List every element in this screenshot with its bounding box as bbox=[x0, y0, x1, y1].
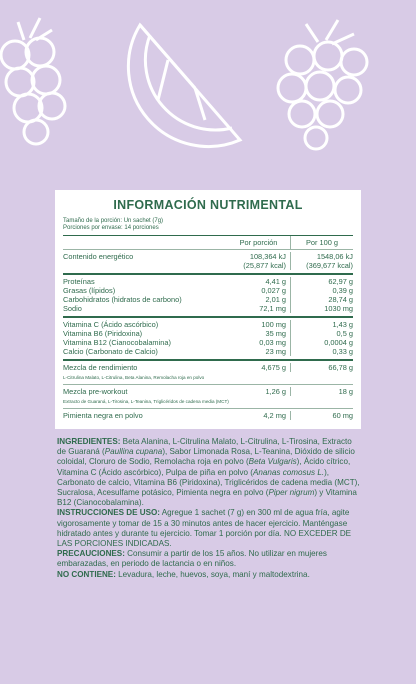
table-row bbox=[63, 387, 353, 405]
not-contains-label: NO CONTIENE: bbox=[57, 569, 116, 579]
per-100g-value: 1,43 g bbox=[332, 320, 353, 329]
per-serving-value: 1,26 g bbox=[231, 387, 291, 396]
energy-label: Contenido energético bbox=[63, 252, 134, 261]
per-100g-value: 1030 mg bbox=[324, 304, 353, 313]
per-serving-value: 4,675 g bbox=[231, 363, 291, 372]
ingredients-paragraph: INGREDIENTES: Beta Alanina, L-Citrulina Malato, L-Citrulina, L-Tirosina, Extracto de Guaraná (Paullina cupana), Sabor Limonada Rosa, L-Teanina, Dióxido de silicio coloidal, Cloruro de Sodio, Remolacha roja en polvo (Beta Vulgaris), Ácido cítrico, Vitamina C (Ácido ascórbico), Pulpa de piña en polvo (Ananas comosus L.), Carbonato de calcio, Vitamina B6 (Piridoxina), Triglicéridos de cadena media (MCT), Sucralosa, Acesulfame potásico, Pimienta negra en polvo (Piper nigrum) y Vitamina B12 (Cianocobalamina). bbox=[57, 437, 360, 508]
blend-label: Pimienta negra en polvo bbox=[63, 411, 143, 420]
servings-per-container: Porciones por envase: 14 porciones bbox=[63, 225, 159, 231]
instructions-label: INSTRUCCIONES DE USO: bbox=[57, 508, 160, 518]
column-header bbox=[63, 236, 353, 250]
blend-sub: L-Citrulina Malato, L-Citrulina, Beta Alanina, Remolacha roja en polvo bbox=[63, 375, 205, 380]
per-serving-header: Por porción bbox=[231, 236, 291, 250]
table-row bbox=[63, 347, 353, 356]
per-100g-value: 0,5 g bbox=[336, 329, 353, 338]
table-row bbox=[63, 338, 353, 347]
table-row bbox=[63, 295, 353, 304]
table-row bbox=[63, 277, 353, 286]
energy-per-100g-kcal: (369,677 kcal) bbox=[306, 261, 353, 270]
energy-section bbox=[63, 250, 353, 275]
vitamins-section bbox=[63, 318, 353, 361]
energy-per-serving-kcal: (25,877 kcal) bbox=[243, 261, 286, 270]
energy-per-serving: 108,364 kJ bbox=[249, 252, 286, 261]
per-serving-value: 72,1 mg bbox=[231, 304, 291, 313]
precautions-label: PRECAUCIONES: bbox=[57, 549, 125, 559]
table-row bbox=[63, 286, 353, 295]
blend-label: Mezcla pre-workout bbox=[63, 387, 128, 396]
nutrient-label: Vitamina B12 (Cianocobalamina) bbox=[63, 338, 171, 347]
table-row bbox=[63, 304, 353, 313]
per-serving-value: 100 mg bbox=[231, 320, 291, 329]
per-serving-value: 4,2 mg bbox=[231, 411, 291, 420]
fruit-illustration bbox=[0, 0, 416, 180]
blend-section bbox=[63, 385, 353, 409]
nutrient-label: Proteínas bbox=[63, 277, 95, 286]
table-row bbox=[63, 363, 353, 381]
per-serving-value: 0,03 mg bbox=[231, 338, 291, 347]
per-100g-value: 0,0004 g bbox=[324, 338, 353, 347]
table-row bbox=[63, 320, 353, 329]
per-100g-value: 0,39 g bbox=[332, 286, 353, 295]
not-contains-paragraph: NO CONTIENE: Levadura, leche, huevos, soya, maní y maltodextrina. bbox=[57, 569, 310, 579]
per-100g-value: 60 mg bbox=[332, 411, 353, 420]
per-serving-value: 4,41 g bbox=[231, 277, 291, 286]
per-100g-value: 66,78 g bbox=[328, 363, 353, 372]
instructions-paragraph: INSTRUCCIONES DE USO: Agregue 1 sachet (7 g) en 300 ml de agua fría, agite vigorosamente y tomar de 15 a 30 minutos antes de hacer ejercicio. Manténgase hidratado antes y durante tu ejercicio. Tomar 1 porción por día. NO EXCEDER DE LAS PORCIONES INDICADAS. bbox=[57, 508, 352, 549]
nutrient-label: Vitamina B6 (Piridoxina) bbox=[63, 329, 143, 338]
per-100g-header: Por 100 g bbox=[305, 238, 339, 247]
blend-section bbox=[63, 361, 353, 385]
nutrient-label: Carbohidratos (hidratos de carbono) bbox=[63, 295, 182, 304]
per-serving-value: 35 mg bbox=[231, 329, 291, 338]
lemon-slice-icon bbox=[128, 25, 240, 147]
raspberry-icon bbox=[1, 18, 65, 144]
label-text bbox=[57, 437, 363, 580]
precautions-paragraph: PRECAUCIONES: Consumir a partir de los 15 años. No utilizar en mujeres embarazadas, en periodo de lactancia o en niños. bbox=[57, 549, 327, 569]
per-100g-value: 0,33 g bbox=[332, 347, 353, 356]
panel-title: INFORMACIÓN NUTRIMENTAL bbox=[113, 198, 303, 212]
energy-per-100g: 1548,06 kJ bbox=[316, 252, 353, 261]
nutrient-label: Grasas (lípidos) bbox=[63, 286, 116, 295]
per-serving-value: 23 mg bbox=[231, 347, 291, 356]
macros-section bbox=[63, 275, 353, 318]
blend-section bbox=[63, 409, 353, 423]
nutrition-facts-panel bbox=[55, 190, 361, 429]
ingredients-label: INGREDIENTES: bbox=[57, 437, 121, 446]
nutrient-label: Calcio (Carbonato de Calcio) bbox=[63, 347, 158, 356]
nutrient-label: Sodio bbox=[63, 304, 82, 313]
serving-info bbox=[63, 218, 353, 236]
table-row bbox=[63, 329, 353, 338]
table-row bbox=[63, 411, 353, 420]
per-serving-value: 0,027 g bbox=[231, 286, 291, 295]
per-serving-value: 2,01 g bbox=[231, 295, 291, 304]
per-100g-value: 18 g bbox=[338, 387, 353, 396]
per-100g-value: 28,74 g bbox=[328, 295, 353, 304]
serving-size: Tamaño de la porción: Un sachet (7g) bbox=[63, 218, 164, 224]
raspberry-icon bbox=[278, 20, 367, 149]
per-100g-value: 62,97 g bbox=[328, 277, 353, 286]
blend-sub: Extracto de Guaraná, L-Tirosina, L-Teanina, Triglicéridos de cadena media (MCT) bbox=[63, 399, 229, 404]
nutrient-label: Vitamina C (Ácido ascórbico) bbox=[63, 320, 159, 329]
blend-label: Mezcla de rendimiento bbox=[63, 363, 138, 372]
energy-row bbox=[63, 252, 353, 270]
